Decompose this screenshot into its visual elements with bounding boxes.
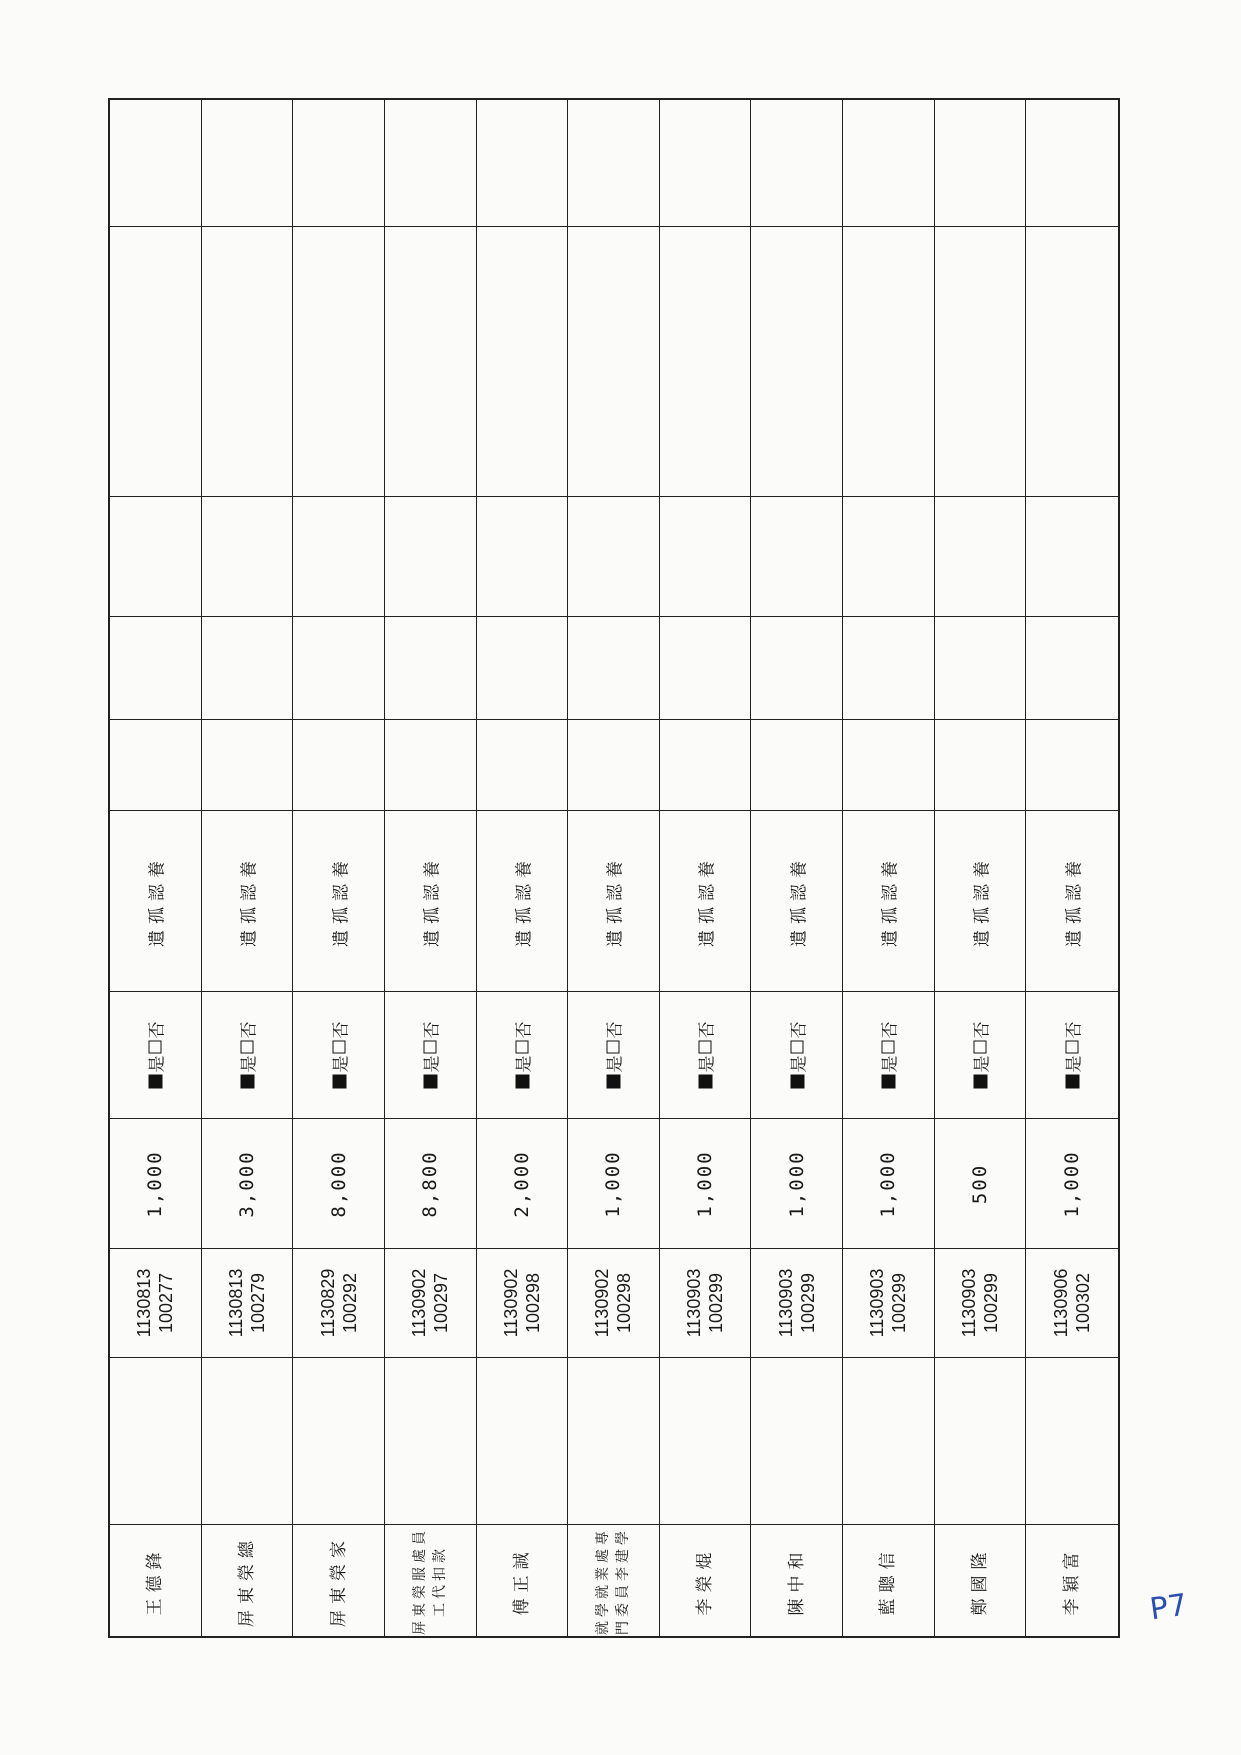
checked-box-icon (790, 1075, 804, 1089)
date-line: 1130903 (867, 1268, 888, 1338)
empty-cell (935, 227, 1027, 497)
amount: 1,000 (144, 1149, 167, 1218)
donor-name: 屏東榮總 (236, 1534, 257, 1627)
receipt-date-cell (1026, 1249, 1118, 1358)
yes-label: 是 (147, 1055, 168, 1073)
purpose-cell (477, 811, 569, 992)
empty-cell (477, 720, 569, 811)
empty-cell (935, 617, 1027, 720)
donor-name-cell (385, 1525, 477, 1636)
donor-name: 傅正誠 (511, 1546, 532, 1615)
empty-cell (843, 617, 935, 720)
unchecked-box-icon (1066, 1041, 1079, 1054)
donor-name: 陳中和 (786, 1546, 807, 1615)
receipt-date-number (591, 1269, 635, 1338)
purpose-cell (110, 811, 202, 992)
empty-cell (202, 100, 294, 227)
receipt-number-line: 100299 (889, 1272, 910, 1334)
empty-cell (751, 720, 843, 811)
empty-cell (660, 100, 752, 227)
yes-no-cell (660, 992, 752, 1119)
empty-cell (477, 1358, 569, 1525)
date-line: 1130902 (409, 1268, 430, 1338)
donor-name-cell (477, 1525, 569, 1636)
purpose: 遺孤認養 (972, 855, 993, 947)
empty-cell (843, 720, 935, 811)
unchecked-box-icon (790, 1041, 803, 1054)
purpose-cell (935, 811, 1027, 992)
checked-box-icon (881, 1075, 895, 1089)
amount-cell (477, 1119, 569, 1249)
empty-cell (751, 1358, 843, 1525)
yes-label: 是 (789, 1055, 810, 1073)
amount: 1,000 (602, 1149, 625, 1218)
date-line: 1130829 (317, 1268, 338, 1338)
unchecked-box-icon (424, 1041, 437, 1054)
receipt-number-line: 100279 (247, 1272, 268, 1334)
purpose: 遺孤認養 (605, 855, 626, 947)
empty-cell (293, 497, 385, 617)
no-label: 否 (422, 1021, 443, 1039)
empty-cell (568, 497, 660, 617)
no-label: 否 (605, 1021, 626, 1039)
receipt-date-cell (110, 1249, 202, 1358)
empty-cell (1026, 720, 1118, 811)
amount-cell (660, 1119, 752, 1249)
yes-no-cell (477, 992, 569, 1119)
donor-name-cell (1026, 1525, 1118, 1636)
receipt-number-line: 100298 (614, 1272, 635, 1334)
date-line: 1130906 (1051, 1268, 1072, 1338)
amount: 1,000 (785, 1149, 808, 1218)
checked-box-icon (973, 1075, 987, 1089)
receipt-number-line: 100299 (706, 1272, 727, 1334)
yes-no-choice (234, 1022, 259, 1089)
empty-cell (660, 1358, 752, 1525)
empty-cell (568, 617, 660, 720)
empty-cell (110, 100, 202, 227)
purpose-cell (293, 811, 385, 992)
unchecked-box-icon (149, 1041, 162, 1054)
empty-cell (751, 497, 843, 617)
empty-cell (477, 497, 569, 617)
empty-cell (110, 720, 202, 811)
yes-no-cell (751, 992, 843, 1119)
checked-box-icon (698, 1075, 712, 1089)
purpose: 遺孤認養 (697, 855, 718, 947)
yes-no-choice (1060, 1022, 1085, 1089)
empty-cell (385, 227, 477, 497)
unchecked-box-icon (240, 1041, 253, 1054)
receipt-date-cell (843, 1249, 935, 1358)
yes-no-choice (693, 1022, 718, 1089)
yes-label: 是 (422, 1055, 443, 1073)
receipt-date-number (133, 1269, 177, 1338)
donor-name-cell (293, 1525, 385, 1636)
empty-cell (202, 227, 294, 497)
yes-no-cell (385, 992, 477, 1119)
date-line: 1130902 (500, 1268, 521, 1338)
yes-no-choice (968, 1022, 993, 1089)
empty-cell (660, 227, 752, 497)
no-label: 否 (697, 1021, 718, 1039)
empty-cell (385, 100, 477, 227)
yes-label: 是 (331, 1055, 352, 1073)
amount-cell (843, 1119, 935, 1249)
empty-cell (110, 617, 202, 720)
donor-name-cell (202, 1525, 294, 1636)
unchecked-box-icon (332, 1041, 345, 1054)
receipt-date-number (1050, 1269, 1094, 1338)
empty-cell (293, 227, 385, 497)
yes-no-choice (418, 1022, 443, 1089)
yes-no-choice (143, 1022, 168, 1089)
purpose: 遺孤認養 (331, 855, 352, 947)
no-label: 否 (239, 1021, 260, 1039)
purpose: 遺孤認養 (1064, 855, 1085, 947)
amount: 8,000 (327, 1149, 350, 1218)
purpose-cell (385, 811, 477, 992)
empty-cell (935, 497, 1027, 617)
amount: 1,000 (1061, 1149, 1084, 1218)
receipt-date-cell (385, 1249, 477, 1358)
no-label: 否 (514, 1021, 535, 1039)
unchecked-box-icon (974, 1041, 987, 1054)
empty-cell (293, 720, 385, 811)
yes-label: 是 (605, 1055, 626, 1073)
unchecked-box-icon (699, 1041, 712, 1054)
donor-name: 鄭國隆 (970, 1546, 991, 1615)
receipt-date-number (317, 1269, 361, 1338)
empty-cell (202, 617, 294, 720)
yes-label: 是 (239, 1055, 260, 1073)
checked-box-icon (240, 1075, 254, 1089)
amount-cell (935, 1119, 1027, 1249)
donor-name: 李榮焜 (695, 1546, 716, 1615)
empty-cell (202, 720, 294, 811)
receipt-date-cell (568, 1249, 660, 1358)
donor-name: 屏東榮家 (328, 1534, 349, 1627)
empty-cell (751, 100, 843, 227)
amount-cell (293, 1119, 385, 1249)
amount-cell (385, 1119, 477, 1249)
no-label: 否 (1064, 1021, 1085, 1039)
yes-no-cell (843, 992, 935, 1119)
empty-cell (935, 1358, 1027, 1525)
purpose-cell (843, 811, 935, 992)
checked-box-icon (332, 1075, 346, 1089)
empty-cell (1026, 100, 1118, 227)
no-label: 否 (331, 1021, 352, 1039)
empty-cell (568, 720, 660, 811)
receipt-date-cell (751, 1249, 843, 1358)
donor-name-cell (751, 1525, 843, 1636)
date-line: 1130903 (684, 1268, 705, 1338)
empty-cell (1026, 497, 1118, 617)
yes-no-cell (293, 992, 385, 1119)
date-line: 1130813 (225, 1268, 246, 1338)
amount: 2,000 (510, 1149, 533, 1218)
yes-no-cell (110, 992, 202, 1119)
yes-no-choice (876, 1022, 901, 1089)
yes-no-cell (202, 992, 294, 1119)
yes-label: 是 (1064, 1055, 1085, 1073)
donor-name: 就學就業處專門委員李建學 (595, 1526, 632, 1635)
purpose: 遺孤認養 (147, 855, 168, 947)
receipt-date-number (775, 1269, 819, 1338)
receipt-date-cell (660, 1249, 752, 1358)
amount-cell (751, 1119, 843, 1249)
empty-cell (843, 100, 935, 227)
checked-box-icon (148, 1075, 162, 1089)
no-label: 否 (880, 1021, 901, 1039)
receipt-date-number (408, 1269, 452, 1338)
date-line: 1130813 (134, 1268, 155, 1338)
empty-cell (568, 227, 660, 497)
amount-cell (110, 1119, 202, 1249)
purpose: 遺孤認養 (789, 855, 810, 947)
yes-label: 是 (880, 1055, 901, 1073)
receipt-number-line: 100297 (431, 1272, 452, 1334)
empty-cell (1026, 617, 1118, 720)
empty-cell (385, 720, 477, 811)
receipt-number-line: 100298 (522, 1272, 543, 1334)
receipt-date-number (866, 1269, 910, 1338)
amount-cell (202, 1119, 294, 1249)
receipt-date-number (225, 1269, 269, 1338)
receipt-date-cell (477, 1249, 569, 1358)
receipt-number-line: 100277 (156, 1272, 177, 1334)
purpose-cell (1026, 811, 1118, 992)
checked-box-icon (606, 1075, 620, 1089)
unchecked-box-icon (607, 1041, 620, 1054)
empty-cell (110, 497, 202, 617)
purpose: 遺孤認養 (514, 855, 535, 947)
yes-no-choice (784, 1022, 809, 1089)
no-label: 否 (147, 1021, 168, 1039)
empty-cell (293, 1358, 385, 1525)
receipt-number-line: 100299 (797, 1272, 818, 1334)
receipt-number-line: 100302 (1073, 1272, 1094, 1334)
checked-box-icon (1065, 1075, 1079, 1089)
empty-cell (568, 100, 660, 227)
empty-cell (110, 227, 202, 497)
purpose-cell (202, 811, 294, 992)
purpose: 遺孤認養 (422, 855, 443, 947)
donor-name-cell (110, 1525, 202, 1636)
empty-cell (477, 617, 569, 720)
amount: 1,000 (877, 1149, 900, 1218)
donor-name: 李穎富 (1062, 1546, 1083, 1615)
checked-box-icon (423, 1075, 437, 1089)
donor-name-cell (843, 1525, 935, 1636)
empty-cell (843, 227, 935, 497)
empty-cell (477, 227, 569, 497)
amount: 1,000 (694, 1149, 717, 1218)
amount: 3,000 (235, 1149, 258, 1218)
empty-cell (660, 720, 752, 811)
donor-name-cell (568, 1525, 660, 1636)
receipt-date-cell (202, 1249, 294, 1358)
yes-label: 是 (514, 1055, 535, 1073)
donation-table (108, 98, 1120, 1638)
purpose-cell (568, 811, 660, 992)
yes-label: 是 (697, 1055, 718, 1073)
yes-label: 是 (972, 1055, 993, 1073)
empty-cell (110, 1358, 202, 1525)
empty-cell (660, 617, 752, 720)
yes-no-cell (1026, 992, 1118, 1119)
empty-cell (935, 720, 1027, 811)
receipt-date-number (958, 1269, 1002, 1338)
empty-cell (293, 617, 385, 720)
amount: 500 (969, 1163, 992, 1204)
empty-cell (385, 617, 477, 720)
receipt-date-cell (293, 1249, 385, 1358)
empty-cell (935, 100, 1027, 227)
date-line: 1130902 (592, 1268, 613, 1338)
no-label: 否 (789, 1021, 810, 1039)
empty-cell (843, 497, 935, 617)
no-label: 否 (972, 1021, 993, 1039)
donor-name: 屏東榮服處員工代扣款 (412, 1526, 449, 1635)
empty-cell (202, 1358, 294, 1525)
empty-cell (385, 1358, 477, 1525)
yes-no-cell (935, 992, 1027, 1119)
empty-cell (1026, 1358, 1118, 1525)
empty-cell (293, 100, 385, 227)
yes-no-choice (326, 1022, 351, 1089)
unchecked-box-icon (515, 1041, 528, 1054)
amount: 8,800 (419, 1149, 442, 1218)
yes-no-cell (568, 992, 660, 1119)
empty-cell (660, 497, 752, 617)
purpose-cell (751, 811, 843, 992)
empty-cell (477, 100, 569, 227)
donor-name: 王德鋒 (145, 1546, 166, 1615)
donor-name-cell (935, 1525, 1027, 1636)
date-line: 1130903 (775, 1268, 796, 1338)
receipt-date-number (500, 1269, 544, 1338)
purpose: 遺孤認養 (880, 855, 901, 947)
donor-name-cell (660, 1525, 752, 1636)
receipt-date-cell (935, 1249, 1027, 1358)
empty-cell (385, 497, 477, 617)
receipt-number-line: 100299 (981, 1272, 1002, 1334)
purpose-cell (660, 811, 752, 992)
unchecked-box-icon (882, 1041, 895, 1054)
empty-cell (751, 617, 843, 720)
yes-no-choice (509, 1022, 534, 1089)
amount-cell (1026, 1119, 1118, 1249)
empty-cell (568, 1358, 660, 1525)
checked-box-icon (515, 1075, 529, 1089)
yes-no-choice (601, 1022, 626, 1089)
empty-cell (751, 227, 843, 497)
date-line: 1130903 (959, 1268, 980, 1338)
empty-cell (1026, 227, 1118, 497)
purpose: 遺孤認養 (239, 855, 260, 947)
receipt-date-number (683, 1269, 727, 1338)
empty-cell (843, 1358, 935, 1525)
receipt-number-line: 100292 (339, 1272, 360, 1334)
donor-name: 藍聰信 (878, 1546, 899, 1615)
empty-cell (202, 497, 294, 617)
handwritten-page-mark: P7 (1147, 1587, 1190, 1628)
amount-cell (568, 1119, 660, 1249)
